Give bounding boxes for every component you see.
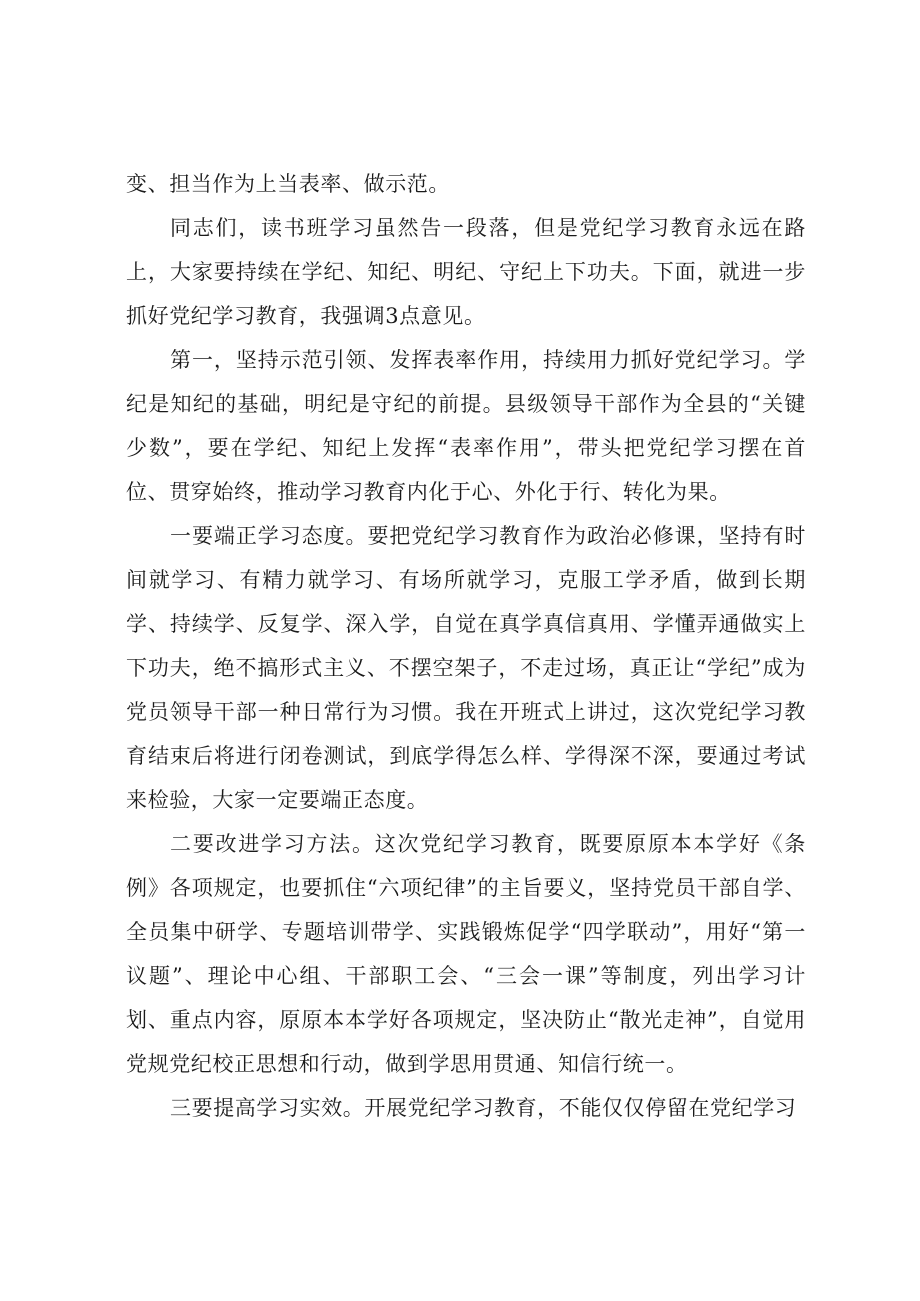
paragraph-sub-1: 一要端正学习态度。要把党纪学习教育作为政治必修课，坚持有时间就学习、有精力就学习、有场所就学习，克服工学矛盾，做到长期学、持续学、反复学、深入学，自觉在真学真信真用、学懂弄通做实上下功夫，绝不搞形式主义、不摆空架子，不走过场，真正让“学纪”成为党员领导干部一种日常行为习惯。我在开班式上讲过，这次党纪学习教育结束后将进行闭卷测试，到底学得怎么样、学得深不深，要通过考试来检验，大家一定要端正态度。 xyxy=(126,524,806,812)
paragraph-sub-3: 三要提高学习实效。开展党纪学习教育，不能仅仅停留在党纪学习 xyxy=(170,1096,797,1120)
document-body xyxy=(126,162,806,1130)
paragraph-continuation: 变、担当作为上当表率、做示范。 xyxy=(126,172,450,196)
paragraph-point-1: 第一，坚持示范引领、发挥表率作用，持续用力抓好党纪学习。学纪是知纪的基础，明纪是守纪的前提。县级领导干部作为全县的“关键少数”，要在学纪、知纪上发挥“表率作用”，带头把党纪学习摆在首位、贯穿始终，推动学习教育内化于心、外化于行、转化为果。 xyxy=(126,348,806,504)
paragraph-intro: 同志们，读书班学习虽然告一段落，但是党纪学习教育永远在路上，大家要持续在学纪、知纪、明纪、守纪上下功夫。下面，就进一步抓好党纪学习教育，我强调3点意见。 xyxy=(126,216,806,328)
paragraph-sub-2: 二要改进学习方法。这次党纪学习教育，既要原原本本学好《条例》各项规定，也要抓住“六项纪律”的主旨要义，坚持党员干部自学、全员集中研学、专题培训带学、实践锻炼促学“四学联动”，用好“第一议题”、理论中心组、干部职工会、“三会一课”等制度，列出学习计划、重点内容，原原本本学好各项规定，坚决防止“散光走神”，自觉用党规党纪校正思想和行动，做到学思用贯通、知信行统一。 xyxy=(126,832,806,1076)
